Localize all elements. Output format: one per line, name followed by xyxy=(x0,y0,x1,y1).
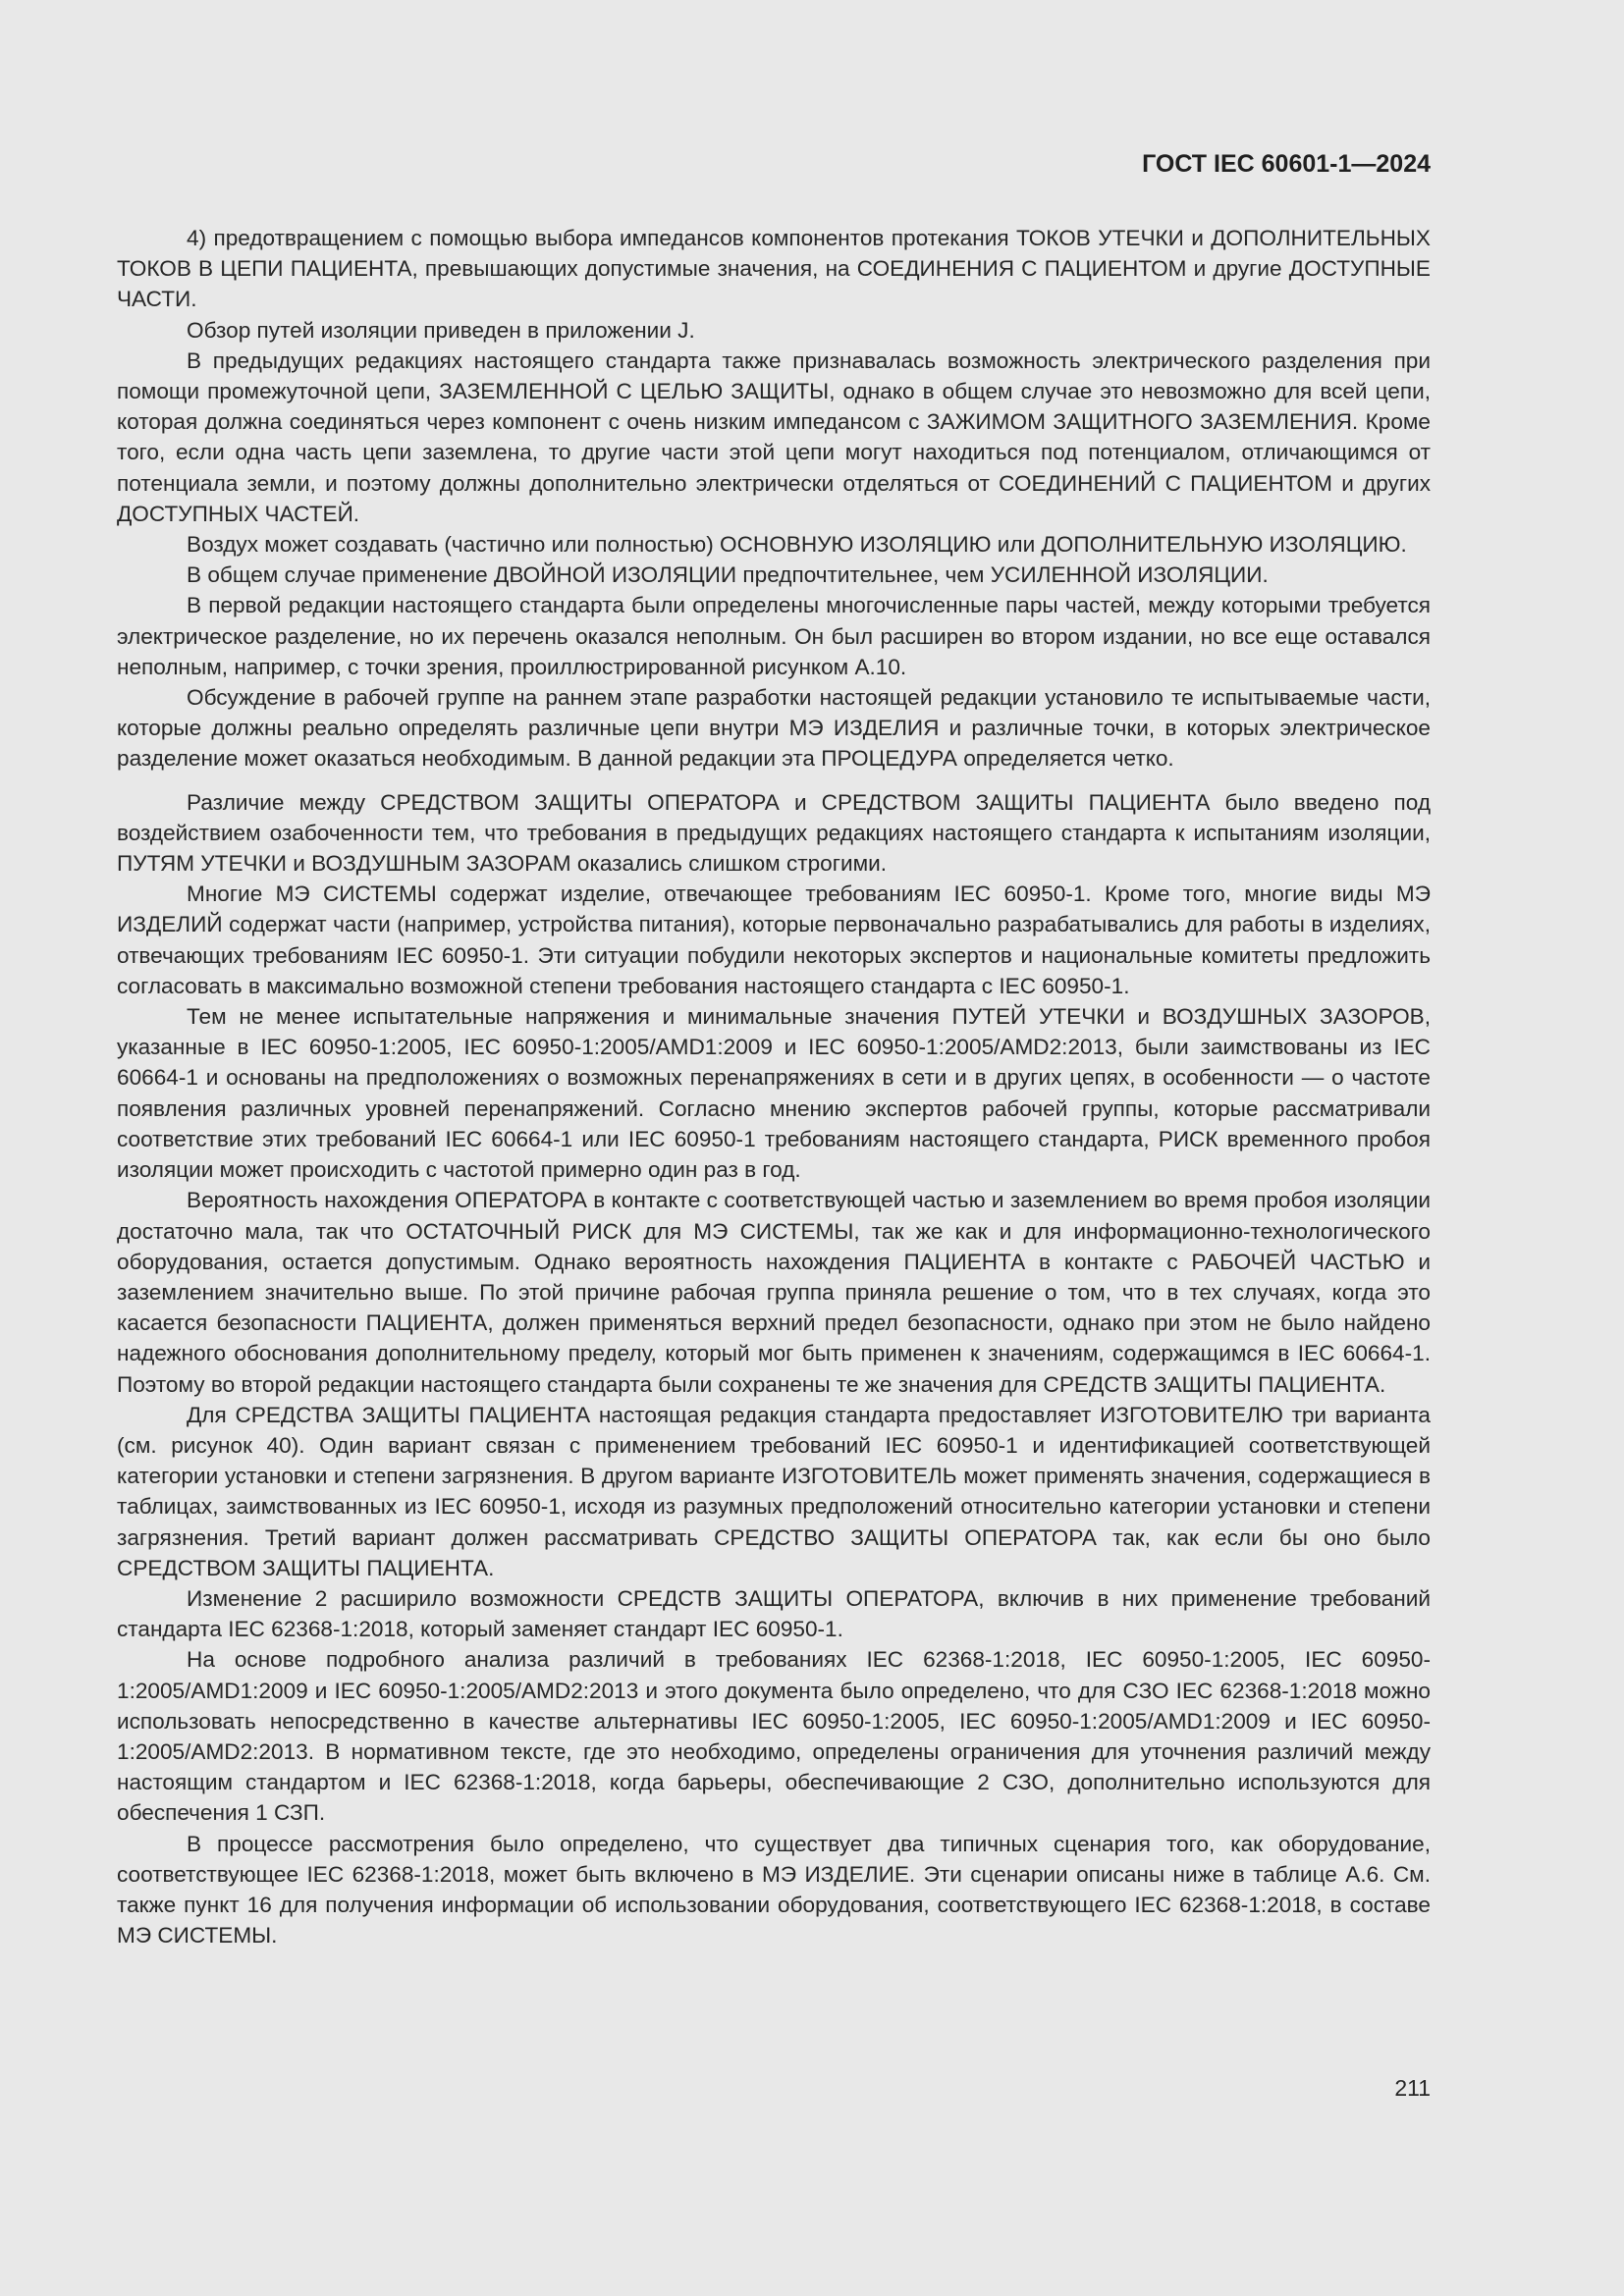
paragraph-detailed-analysis: На основе подробного анализа различий в требованиях IEC 62368-1:2018, IEC 60950-1:2005, IEC 60950-1:2005/AMD1:2009 и IEC 60950-1:2005/AMD2:2013 и этого документа было определено, что для СЗО IEC 62368-1:2018 можно использовать непосредственно в качестве альтернативы IEC 60950-1:2005, IEC 60950-1:2005/AMD1:2009 и IEC 60950-1:2005/AMD2:2013. В нормативном тексте, где это необходимо, определены ограничения для уточнения различий между настоящим стандартом и IEC 62368-1:2018, когда барьеры, обеспечивающие 2 СЗО, дополнительно используются для обеспечения 1 СЗП. xyxy=(117,1647,1431,1826)
paragraph-first-edition: В первой редакции настоящего стандарта были определены многочисленные пары частей, между которыми требуется электрическое разделение, но их перечень оказался неполным. Он был расширен во втором издании, но все еще оставался неполным, например, с точки зрения, проиллюстрированной рисунком A.10. xyxy=(117,593,1431,679)
paragraph-previous-editions: В предыдущих редакциях настоящего стандарта также признавалась возможность электрического разделения при помощи промежуточной цепи, ЗАЗЕМЛЕННОЙ С ЦЕЛЬЮ ЗАЩИТЫ, однако в общем случае это невозможно для всей цепи, которая должна соединяться через компонент с очень низким импедансом с ЗАЖИМОМ ЗАЩИТНОГО ЗАЗЕМЛЕНИЯ. Кроме того, если одна часть цепи заземлена, то другие части этой цепи могут находиться под потенциалом, отличающимся от потенциала земли, и поэтому должны дополнительно электрически отделяться от СОЕДИНЕНИЙ С ПАЦИЕНТОМ и других ДОСТУПНЫХ ЧАСТЕЙ. xyxy=(117,347,1431,526)
paragraph-means-of-protection: Различие между СРЕДСТВОМ ЗАЩИТЫ ОПЕРАТОРА и СРЕДСТВОМ ЗАЩИТЫ ПАЦИЕНТА было введено под воздействием озабоченности тем, что требования в предыдущих редакциях настоящего стандарта к испытаниям изоляции, ПУТЯМ УТЕЧКИ и ВОЗДУШНЫМ ЗАЗОРАМ оказались слишком строгими. xyxy=(117,789,1431,877)
paragraph-scenarios: В процессе рассмотрения было определено, что существует два типичных сценария того, как оборудование, соответствующее IEC 62368-1:2018, может быть включено в МЭ ИЗДЕЛИЕ. Эти сценарии описаны ниже в таблице A.6. См. также пункт 16 для получения информации об использовании оборудования, соответствующего IEC 62368-1:2018, в составе МЭ СИСТЕМЫ. xyxy=(117,1831,1431,1949)
paragraph-double-insulation: В общем случае применение ДВОЙНОЙ ИЗОЛЯЦИИ предпочтительнее, чем УСИЛЕННОЙ ИЗОЛЯЦИИ. xyxy=(187,562,1269,588)
document-header xyxy=(117,147,1431,181)
page-number: 211 xyxy=(1394,2075,1431,2101)
paragraph-item-4: 4) предотвращением с помощью выбора импедансов компонентов протекания ТОКОВ УТЕЧКИ и ДОПОЛНИТЕЛЬНЫХ ТОКОВ В ЦЕПИ ПАЦИЕНТА, превышающих допустимые значения, на СОЕДИНЕНИЯ С ПАЦИЕНТОМ и другие ДОСТУПНЫЕ ЧАСТИ. xyxy=(117,226,1431,312)
standard-designation: ГОСТ IEC 60601-1—2024 xyxy=(1142,150,1431,178)
document-body xyxy=(117,223,1431,1950)
paragraph-isolation-overview: Обзор путей изоляции приведен в приложении J. xyxy=(187,317,695,343)
paragraph-air-insulation: Воздух может создавать (частично или полностью) ОСНОВНУЮ ИЗОЛЯЦИЮ или ДОПОЛНИТЕЛЬНУЮ ИЗОЛЯЦИЮ. xyxy=(187,532,1407,558)
paragraph-patient-protection-options: Для СРЕДСТВА ЗАЩИТЫ ПАЦИЕНТА настоящая редакция стандарта предоставляет ИЗГОТОВИТЕЛЮ три варианта (см. рисунок 40). Один вариант связан с применением требований IEC 60950-1 и идентификацией соответствующей категории установки и степени загрязнения. В другом варианте ИЗГОТОВИТЕЛЬ может применять значения, содержащиеся в таблицах, заимствованных из IEC 60950-1, исходя из разумных предположений относительно категории установки и степени загрязнения. Третий вариант должен рассматривать СРЕДСТВО ЗАЩИТЫ ОПЕРАТОРА так, как если бы оно было СРЕДСТВОМ ЗАЩИТЫ ПАЦИЕНТА. xyxy=(117,1402,1431,1580)
paragraph-amendment-2: Изменение 2 расширило возможности СРЕДСТВ ЗАЩИТЫ ОПЕРАТОРА, включив в них применение требований стандарта IEC 62368-1:2018, который заменяет стандарт IEC 60950-1. xyxy=(117,1585,1431,1642)
paragraph-operator-probability: Вероятность нахождения ОПЕРАТОРА в контакте с соответствующей частью и заземлением во время пробоя изоляции достаточно мала, так что ОСТАТОЧНЫЙ РИСК для МЭ СИСТЕМЫ, так же как и для информационно-технологического оборудования, остается допустимым. Однако вероятность нахождения ПАЦИЕНТА в контакте с РАБОЧЕЙ ЧАСТЬЮ и заземлением значительно выше. По этой причине рабочая группа приняла решение о том, что в тех случаях, когда это касается безопасности ПАЦИЕНТА, должен применяться верхний предел безопасности, однако при этом не было найдено надежного обоснования дополнительному пределу, который мог быть применен к значениям, содержащимся в IEC 60664-1. Поэтому во второй редакции настоящего стандарта были сохранены те же значения для СРЕДСТВ ЗАЩИТЫ ПАЦИЕНТА. xyxy=(117,1188,1431,1397)
paragraph-working-group: Обсуждение в рабочей группе на раннем этапе разработки настоящей редакции установило те испытываемые части, которые должны реально определять различные цепи внутри МЭ ИЗДЕЛИЯ и различные точки, в которых электрическое разделение может оказаться необходимым. В данной редакции эта ПРОЦЕДУРА определяется четко. xyxy=(117,685,1431,772)
paragraph-iec-60950: Многие МЭ СИСТЕМЫ содержат изделие, отвечающее требованиям IEC 60950-1. Кроме того, многие виды МЭ ИЗДЕЛИЙ содержат части (например, устройства питания), которые первоначально разрабатывались для работы в изделиях, отвечающих требованиям IEC 60950-1. Эти ситуации побудили некоторых экспертов и национальные комитеты предложить согласовать в максимально возможной степени требования настоящего стандарта с IEC 60950-1. xyxy=(117,881,1431,998)
paragraph-test-voltages: Тем не менее испытательные напряжения и минимальные значения ПУТЕЙ УТЕЧКИ и ВОЗДУШНЫХ ЗАЗОРОВ, указанные в IEC 60950-1:2005, IEC 60950-1:2005/AMD1:2009 и IEC 60950-1:2005/AMD2:2013, были заимствованы из IEC 60664-1 и основаны на предположениях о возможных перенапряжениях в сети и в других цепях, в особенности — о частоте появления различных уровней перенапряжений. Согласно мнению экспертов рабочей группы, которые рассматривали соответствие этих требований IEC 60664-1 или IEC 60950-1 требованиям настоящего стандарта, РИСК временного пробоя изоляции может происходить с частотой примерно один раз в год. xyxy=(117,1004,1431,1183)
